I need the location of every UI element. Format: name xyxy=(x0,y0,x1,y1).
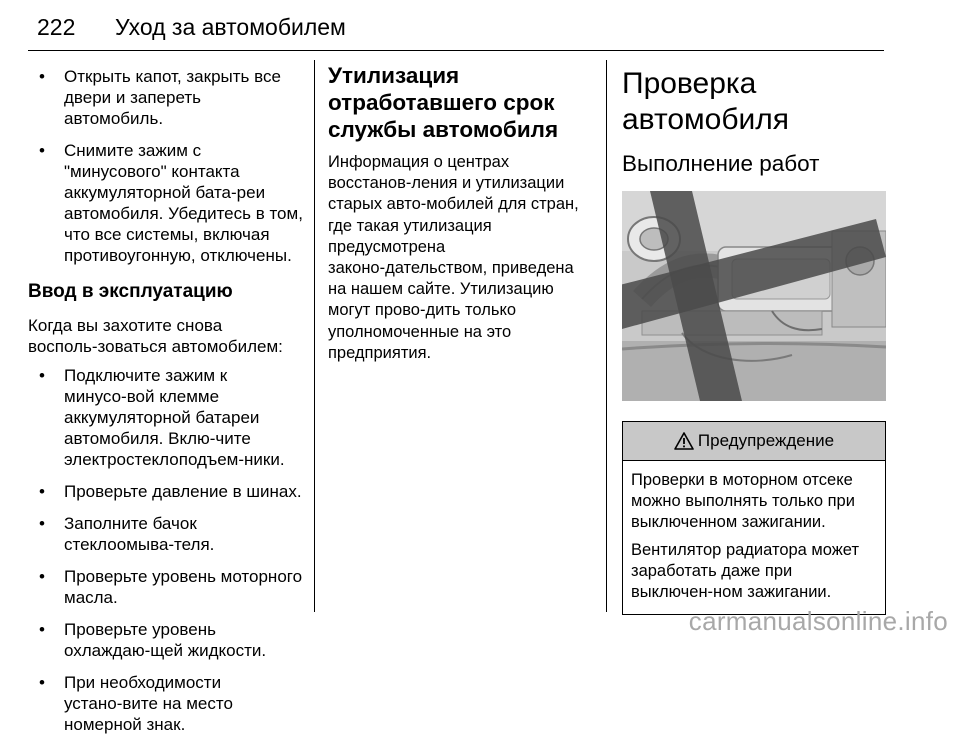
intro-bullet-list xyxy=(28,66,304,266)
page-number: 222 xyxy=(37,14,76,40)
column-1 xyxy=(28,60,304,746)
warning-header xyxy=(623,422,885,461)
warning-paragraph: Вентилятор радиатора может заработать даже при выключен‑ном зажигании. xyxy=(631,541,859,601)
list-item: • Снимите зажим с "минусового" контакта аккумуляторной бата‑реи автомобиля. Убедитесь в том, что все системы, включая противоугонную, отключены. xyxy=(28,140,304,266)
column-divider xyxy=(314,60,315,612)
page-header xyxy=(28,0,884,51)
recommissioning-list xyxy=(28,365,304,735)
warning-box xyxy=(622,421,886,615)
list-item: • Подключите зажим к минусо‑вой клемме аккумуляторной батареи автомобиля. Вклю‑чите электростеклоподъем‑ники. xyxy=(28,365,304,470)
list-item: • Открыть капот, закрыть все двери и запереть автомобиль. xyxy=(28,66,304,129)
work-subheading: Выполнение работ xyxy=(622,151,820,176)
vehicle-check-heading: Проверка автомобиля xyxy=(622,67,790,136)
chapter-title: Уход за автомобилем xyxy=(115,14,346,40)
list-item: • Заполните бачок стеклоомыва‑теля. xyxy=(28,513,304,555)
list-item: • При необходимости устано‑вите на место номерной знак. xyxy=(28,672,304,735)
list-item: • Проверьте уровень охлаждаю‑щей жидкости. xyxy=(28,619,304,661)
warning-body xyxy=(623,461,885,614)
list-item: • Проверьте давление в шинах. xyxy=(28,481,304,502)
footer-watermark: carmanualsonline.info xyxy=(688,606,948,636)
section-heading: Ввод в эксплуатацию xyxy=(28,281,233,302)
warning-paragraph: Проверки в моторном отсеке можно выполнять только при выключенном зажигании. xyxy=(631,471,855,531)
column-divider xyxy=(606,60,607,612)
recycling-heading: Утилизация отработавшего срок службы автомобиля xyxy=(328,63,559,142)
engine-bay-illustration xyxy=(622,191,886,401)
warning-triangle-icon xyxy=(674,432,694,450)
column-3 xyxy=(622,60,886,615)
warning-title: Предупреждение xyxy=(697,431,835,450)
column-2 xyxy=(328,60,592,364)
list-item: • Проверьте уровень моторного масла. xyxy=(28,566,304,608)
section-intro: Когда вы захотите снова восполь‑зоваться автомобилем: xyxy=(28,316,283,356)
recycling-text: Информация о центрах восстанов‑ления и утилизации старых авто‑мобилей для стран, где такая утилизация предусмотрена законо‑дательством, приведена на нашем сайте. Утилизацию могут прово‑дить только уполномоченные на это предприятия. xyxy=(328,153,579,362)
